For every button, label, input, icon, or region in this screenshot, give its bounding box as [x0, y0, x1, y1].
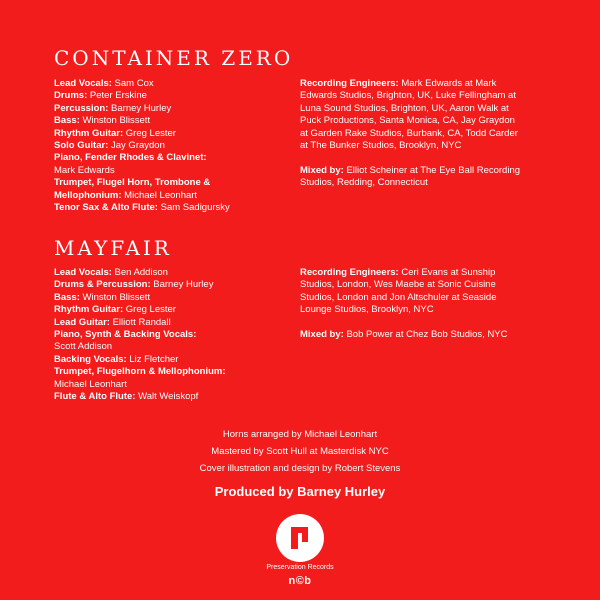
- credit-line: [300, 78, 590, 90]
- label-mark: n©b: [288, 575, 312, 587]
- credit-line: [54, 304, 294, 316]
- credit-line: [300, 267, 590, 279]
- credit-name: Scott Addison: [54, 341, 113, 353]
- credits-left-mayfair: [54, 267, 294, 403]
- credit-line: [54, 165, 294, 177]
- credit-name: Studios, London and Jon Altschuler at Seaside: [300, 291, 497, 303]
- credit-name: Sam Cox: [111, 78, 154, 89]
- credit-line: [54, 292, 294, 304]
- credit-role: Piano, Fender Rhodes & Clavinet:: [54, 152, 207, 164]
- credit-name: Studios, Redding, Connecticut: [300, 177, 428, 189]
- credit-role: Mixed by:: [300, 164, 344, 176]
- credit-line: [300, 165, 590, 177]
- credit-cover: Cover illustration and design by Robert Stevens: [199, 463, 401, 474]
- credit-line: [54, 103, 294, 115]
- credit-line: [300, 103, 590, 115]
- credit-name: Edwards Studios, Brighton, UK, Luke Fellingham at: [300, 90, 516, 102]
- credit-name: Ceri Evans at Sunship: [398, 267, 496, 278]
- credit-name: Peter Erskine: [87, 90, 147, 102]
- credit-role: Flute & Alto Flute:: [54, 391, 136, 403]
- credit-line: [54, 90, 294, 102]
- credit-line: [300, 304, 590, 316]
- credit-role: Bass:: [54, 291, 80, 303]
- credit-role: Trumpet, Flugel Horn, Trombone &: [54, 177, 211, 189]
- credit-role: Trumpet, Flugelhorn & Mellophonium:: [54, 366, 226, 378]
- label-name: Preservation Records: [266, 564, 334, 571]
- credit-name: Mark Edwards: [54, 164, 115, 176]
- section-title-container-zero: CONTAINER ZERO: [54, 46, 294, 70]
- section-title-mayfair: MAYFAIR: [54, 236, 172, 260]
- spacer: [300, 152, 590, 164]
- credit-role: Recording Engineers:: [300, 267, 399, 278]
- credit-line: [54, 128, 294, 140]
- credit-name: Sam Sadigursky: [157, 202, 230, 214]
- credit-name: Barney Hurley: [150, 279, 214, 291]
- credit-role: Percussion:: [54, 102, 109, 114]
- credit-line: [300, 279, 590, 291]
- credit-line: [54, 391, 294, 403]
- credit-line: [54, 177, 294, 189]
- credit-line: [54, 317, 294, 329]
- credit-name: Michael Leonhart: [121, 189, 198, 201]
- credit-line: [54, 379, 294, 391]
- credit-name: Walt Weiskopf: [135, 391, 199, 403]
- credit-line: [300, 128, 590, 140]
- credit-name: Bob Power at Chez Bob Studios, NYC: [343, 329, 508, 341]
- credit-role: Drums & Percussion:: [54, 279, 151, 291]
- credit-line: [54, 202, 294, 214]
- credit-line: [300, 140, 590, 152]
- credit-name: Winston Blissett: [79, 115, 151, 127]
- credit-name: Elliot Scheiner at The Eye Ball Recording: [343, 164, 521, 176]
- credit-role: Lead Guitar:: [54, 316, 110, 328]
- credit-horns: Horns arranged by Michael Leonhart: [222, 429, 378, 440]
- credit-name: Ben Addison: [111, 267, 168, 278]
- credit-role: Mellophonium:: [54, 189, 122, 201]
- credits-right-mayfair: [300, 267, 590, 341]
- credit-line: [54, 78, 294, 90]
- credit-name: Greg Lester: [123, 304, 176, 316]
- preservation-records-logo-icon: [276, 514, 324, 562]
- credit-name: at The Bunker Studios, Brooklyn, NYC: [300, 140, 462, 152]
- credit-line: [54, 152, 294, 164]
- credit-role: Solo Guitar:: [54, 140, 109, 152]
- credit-role: Backing Vocals:: [54, 353, 127, 365]
- credit-line: [54, 354, 294, 366]
- credit-name: Greg Lester: [123, 127, 176, 139]
- credit-role: Lead Vocals:: [54, 78, 112, 89]
- credit-name: Lounge Studios, Brooklyn, NYC: [300, 304, 434, 316]
- credit-line: [300, 90, 590, 102]
- credit-line: [54, 267, 294, 279]
- credits-right-container-zero: [300, 78, 590, 190]
- logo-glyph-icon: [276, 514, 324, 562]
- credit-name: Luna Sound Studios, Brighton, UK, Aaron Walk at: [300, 102, 509, 114]
- credits-left-container-zero: [54, 78, 294, 214]
- credit-line: [54, 329, 294, 341]
- credit-name: Winston Blissett: [79, 291, 151, 303]
- credit-line: [300, 177, 590, 189]
- credit-line: [54, 115, 294, 127]
- credit-role: Drums:: [54, 90, 88, 102]
- credit-line: [300, 329, 590, 341]
- credit-name: Puck Productions, Santa Monica, CA, Jay Graydon: [300, 115, 515, 127]
- credit-mastered: Mastered by Scott Hull at Masterdisk NYC: [211, 446, 389, 457]
- credit-line: [54, 341, 294, 353]
- credit-name: Elliott Randall: [109, 316, 171, 328]
- credit-role: Rhythm Guitar:: [54, 304, 124, 316]
- credit-name: Studios, London, Wes Maebe at Sonic Cuisine: [300, 279, 496, 291]
- credit-line: [300, 292, 590, 304]
- credit-role: Mixed by:: [300, 329, 344, 341]
- credit-name: Jay Graydon: [108, 140, 165, 152]
- credit-role: Lead Vocals:: [54, 267, 112, 278]
- credit-name: Liz Fletcher: [126, 353, 179, 365]
- credit-line: [54, 190, 294, 202]
- credit-line: [54, 279, 294, 291]
- credit-name: Mark Edwards at Mark: [398, 78, 497, 89]
- credit-line: [300, 115, 590, 127]
- credit-name: at Garden Rake Studios, Burbank, CA, Todd Carder: [300, 127, 518, 139]
- credit-role: Tenor Sax & Alto Flute:: [54, 202, 158, 214]
- produced-by: Produced by Barney Hurley: [214, 484, 386, 499]
- credit-role: Recording Engineers:: [300, 78, 399, 89]
- credit-line: [54, 366, 294, 378]
- credit-line: [54, 140, 294, 152]
- credit-name: Michael Leonhart: [54, 378, 127, 390]
- credit-role: Piano, Synth & Backing Vocals:: [54, 329, 197, 341]
- spacer: [300, 317, 590, 329]
- credit-role: Bass:: [54, 115, 80, 127]
- credit-name: Barney Hurley: [108, 102, 172, 114]
- credit-role: Rhythm Guitar:: [54, 127, 124, 139]
